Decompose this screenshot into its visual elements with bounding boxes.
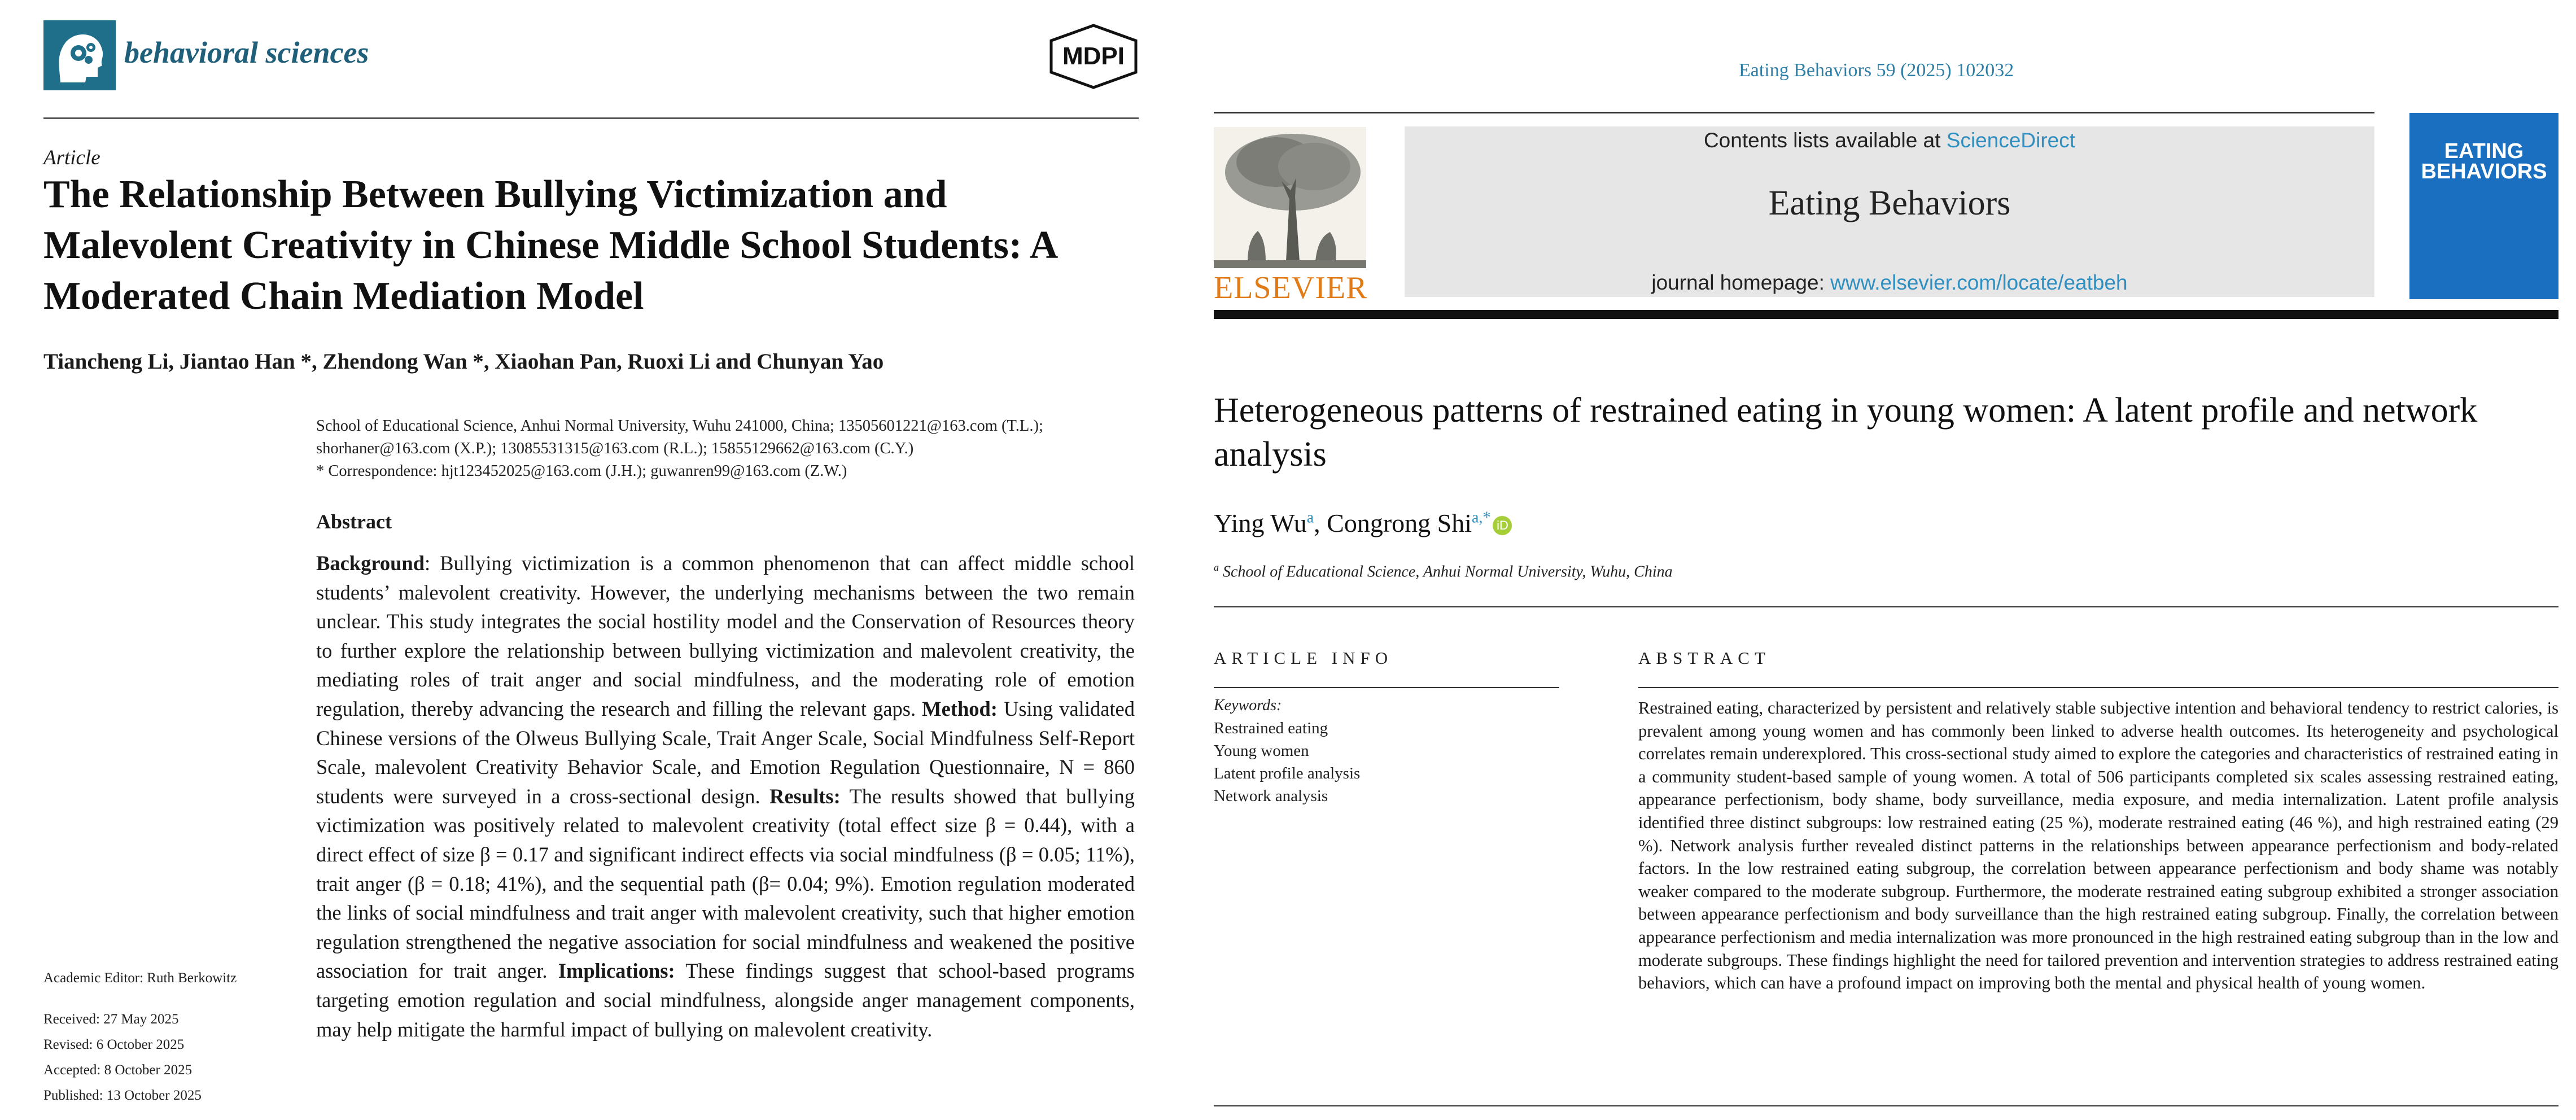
paper-title: The Relationship Between Bullying Victimization and Malevolent Creativity in Chinese Middle School Students: A Moderated Chain Mediation Model	[43, 173, 1056, 318]
cover-title-line: EATING	[2444, 139, 2524, 163]
date-received: Received: 27 May 2025	[43, 1012, 179, 1027]
abstract-body: Restrained eating, characterized by persistent and relatively stable subjective intention and behavioral tendency to restrict calories, is prevalent among young women and has commonly been linked to adverse health outcomes. Its heterogeneity and psychological correlates remain underexplored. This cross-sectional study aimed to explore the categories and characteristics of restrained eating in a community student-based sample of young women. A total of 506 participants completed six scales assessing restrained eating, appearance perfectionism, body shame, body surveillance, media exposure, and media internalization. Latent profile analysis identified three distinct subgroups: low restrained eating (25 %), moderate restrained eating (46 %), and high restrained eating (29 %). Network analysis further revealed distinct patterns in the relationships between appearance perfectionism and body-related factors. In the low restrained eating subgroup, the correlation between appearance perfectionism and body shame was notably weaker compared to the moderate subgroup. Furthermore, the moderate restrained eating subgroup exhibited a stronger association between appearance perfectionism and body surveillance than the high restrained eating subgroup. Finally, the correlation between appearance perfectionism and media internalization was more pronounced in the high restrained eating subgroup than in the low and moderate subgroups. These findings highlight the need for tailored prevention and intervention strategies to address restrained eating behaviors, which can have a profound impact on improving both the mental and physical health of young women.	[1638, 698, 2558, 993]
header-divider	[1214, 112, 2374, 113]
author-affiliation-marker[interactable]: a	[1306, 509, 1314, 527]
mdpi-logo	[1046, 24, 1142, 91]
abstract-text: Using validated Chinese versions of the Olweus Bullying Scale, Trait Anger Scale, Social Mindfulness Self-Report Scale, malevolent Creativity Behavior Scale, and Emotion Regulation Questionnaire, N = 860 students were surveyed in a cross-sectional design.	[316, 697, 1135, 808]
keyword-item: Latent profile analysis	[1214, 764, 1361, 782]
date-published: Published: 13 October 2025	[43, 1088, 202, 1103]
abstract-heading: Abstract	[316, 510, 392, 533]
section-divider	[1214, 606, 2558, 607]
affiliation	[1214, 562, 1673, 581]
keywords-label: Keywords:	[1214, 697, 1282, 714]
footer-divider	[1214, 1105, 2558, 1106]
homepage-prefix: journal homepage:	[1651, 271, 1831, 294]
affiliation-line: School of Educational Science, Anhui Normal University, Wuhu 241000, China; 13505601221@163.com (T.L.);	[316, 417, 1043, 435]
correspondence-line: * Correspondence: hjt123452025@163.com (J.H.); guwanren99@163.com (Z.W.)	[316, 462, 847, 480]
author-list: Tiancheng Li, Jiantao Han *, Zhendong Wan *, Xiaohan Pan, Ruoxi Li and Chunyan Yao	[43, 349, 884, 374]
masthead-divider	[1214, 310, 2558, 319]
keywords-list	[1214, 717, 1360, 807]
abstract-label-background: Background	[316, 552, 425, 575]
abstract-text: These findings suggest that school-based programs targeting emotion regulation and social mindfulness, alongside anger management components, may help mitigate the harmful impact of bullying on malevolent creativity.	[316, 959, 1135, 1041]
contents-line	[1405, 129, 2374, 152]
academic-editor: Academic Editor: Ruth Berkowitz	[43, 970, 237, 986]
elsevier-wordmark: ELSEVIER	[1214, 270, 1368, 305]
journal-name: behavioral sciences	[124, 36, 369, 69]
abstract-label-method: Method:	[922, 697, 998, 720]
affiliation-text: School of Educational Science, Anhui Normal University, Wuhu, China	[1223, 563, 1673, 581]
keyword-item: Restrained eating	[1214, 719, 1328, 737]
affiliation-marker: a	[1214, 562, 1219, 573]
article-info-heading: ARTICLE INFO	[1214, 648, 1393, 668]
abstract-label-results: Results:	[769, 784, 841, 808]
abstract-label-implications: Implications:	[558, 959, 675, 983]
publisher-logo-text: MDPI	[1062, 42, 1125, 70]
abstract-heading: ABSTRACT	[1638, 648, 1770, 668]
article-type: Article	[43, 146, 100, 169]
article-info-divider	[1214, 687, 1559, 688]
author-name: Congrong Shi	[1327, 509, 1472, 537]
author-affiliation-marker[interactable]: a,*	[1472, 509, 1491, 527]
cover-title	[2409, 141, 2558, 182]
journal-reference[interactable]: Eating Behaviors 59 (2025) 102032	[1739, 60, 2014, 81]
elsevier-tree-logo-icon	[1214, 127, 1366, 268]
author-name: Ying Wu	[1214, 509, 1307, 537]
date-accepted: Accepted: 8 October 2025	[43, 1062, 193, 1078]
keyword-item: Network analysis	[1214, 787, 1328, 805]
masthead-journal-title: Eating Behaviors	[1768, 184, 2011, 222]
journal-homepage-link[interactable]: www.elsevier.com/locate/eatbeh	[1830, 271, 2128, 294]
affiliations	[316, 415, 1152, 483]
orcid-icon[interactable]: iD	[1493, 516, 1512, 535]
date-revised: Revised: 6 October 2025	[43, 1037, 185, 1052]
abstract-text: The results showed that bullying victimization was positively related to malevolent creativity (total effect size β = 0.44), with a direct effect of size β = 0.17 and significant indirect effects via social mindfulness (β = 0.05; 11%), trait anger (β = 0.18; 41%), and the sequential path (β= 0.04; 9%). Emotion regulation moderated the links of social mindfulness and trait anger with malevolent creativity, such that higher emotion regulation strengthened the negative association for social mindfulness and weakened the positive association for trait anger.	[316, 784, 1135, 983]
sciencedirect-link[interactable]: ScienceDirect	[1946, 129, 2076, 152]
article-metadata	[43, 965, 237, 1108]
contents-prefix: Contents lists available at	[1703, 129, 1947, 152]
homepage-line	[1405, 271, 2374, 295]
keyword-item: Young women	[1214, 742, 1309, 760]
abstract-body	[316, 549, 1135, 1044]
affiliation-line: shorhaner@163.com (X.P.); 13085531315@163.com (R.L.); 15855129662@163.com (C.Y.)	[316, 440, 914, 457]
abstract-divider	[1638, 687, 2558, 688]
paper-title: Heterogeneous patterns of restrained eating in young women: A latent profile and network analysis	[1214, 391, 2478, 474]
journal-logo-icon	[43, 20, 116, 90]
header-divider	[43, 117, 1139, 119]
author-list: Ying Wu$^a$, Congrong Shi$^{a,*}$ iD	[1214, 508, 1512, 538]
abstract-text: : Bullying victimization is a common phenomenon that can affect middle school students’ malevolent creativity. However, the underlying mechanisms between the two remain unclear. This study integrates the social hostility model and the Conservation of Resources theory to further explore the relationship between bullying victimization and malevolent creativity, the mediating roles of trait anger and social mindfulness, and the moderating role of emotion regulation, thereby advancing the research and filling the relevant gaps.	[316, 552, 1135, 720]
cover-title-line: BEHAVIORS	[2421, 160, 2547, 183]
